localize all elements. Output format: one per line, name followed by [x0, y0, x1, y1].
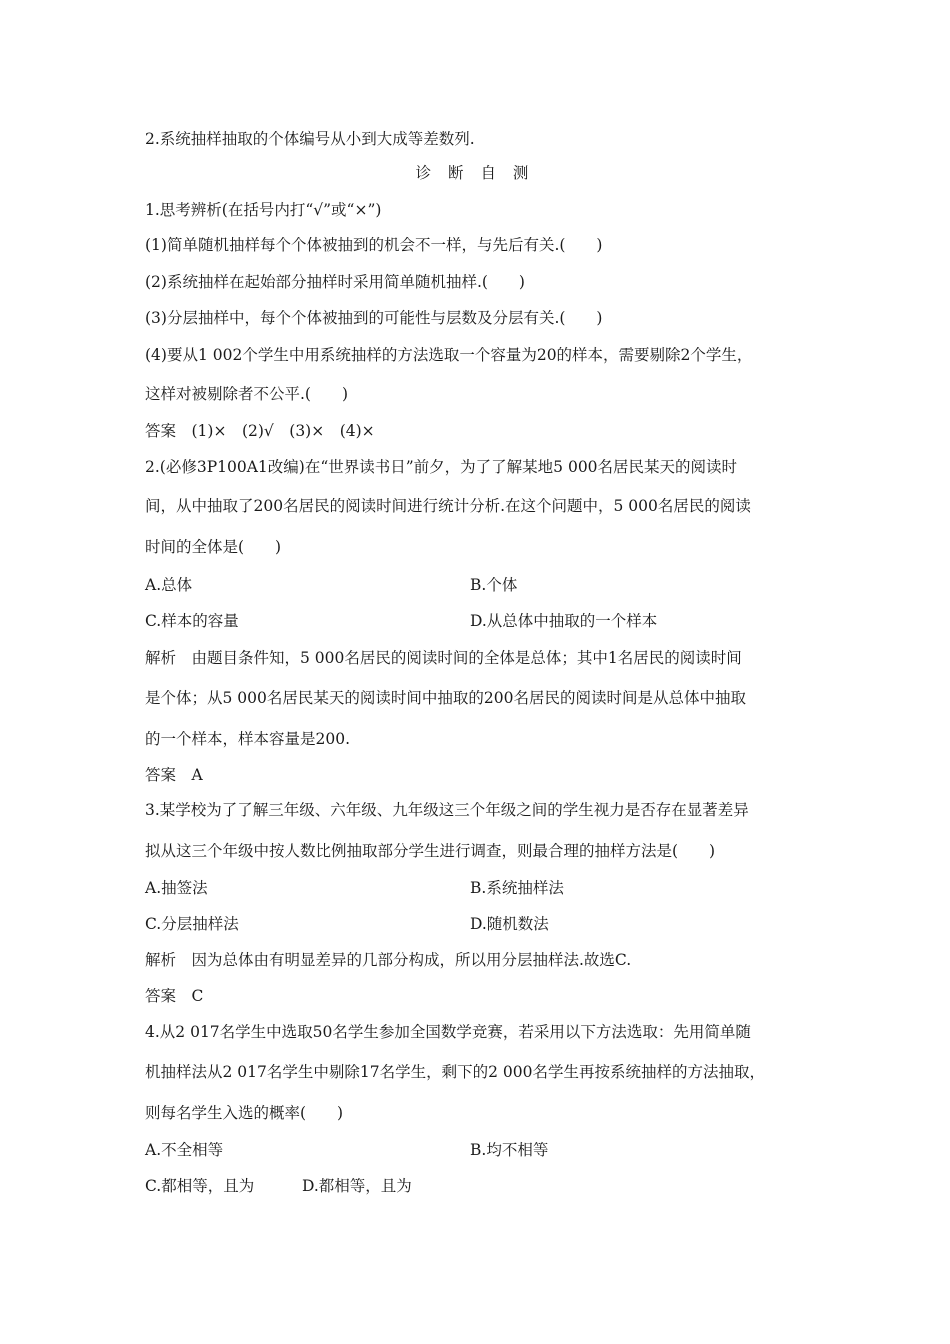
- q2-option-d: D.从总体中抽取的一个样本: [470, 612, 658, 630]
- q3-option-c: C.分层抽样法: [145, 915, 239, 933]
- q2-stem-line-2: 间，从中抽取了200名居民的阅读时间进行统计分析.在这个问题中，5 000名居民的阅读: [145, 497, 751, 515]
- q1-answer: 答案 (1)× (2)√ (3)× (4)×: [145, 422, 375, 440]
- section-title: 诊 断 自 测: [415, 164, 535, 182]
- q2-option-b: B.个体: [470, 576, 518, 594]
- q2-option-c: C.样本的容量: [145, 612, 239, 630]
- q3-option-d: D.随机数法: [470, 915, 549, 933]
- q3-stem-line-1: 3.某学校为了了解三年级、六年级、九年级这三个年级之间的学生视力是否存在显著差异: [145, 801, 749, 819]
- q3-option-b: B.系统抽样法: [470, 879, 564, 897]
- q3-stem-line-2: 拟从这三个年级中按人数比例抽取部分学生进行调查，则最合理的抽样方法是( ): [145, 842, 716, 860]
- q1-item-1: (1)简单随机抽样每个个体被抽到的机会不一样，与先后有关.( ): [145, 236, 603, 254]
- q3-answer: 答案 C: [145, 987, 204, 1005]
- q2-analysis-line-3: 的一个样本，样本容量是200.: [145, 730, 351, 748]
- q1-item-2: (2)系统抽样在起始部分抽样时采用简单随机抽样.( ): [145, 273, 525, 291]
- q2-stem-line-3: 时间的全体是( ): [145, 538, 282, 556]
- intro-point: 2.系统抽样抽取的个体编号从小到大成等差数列.: [145, 130, 475, 148]
- q1-item-4: (4)要从1 002个学生中用系统抽样的方法选取一个容量为20的样本，需要剔除2个学生，: [145, 346, 753, 364]
- q2-analysis-line-1: 解析 由题目条件知，5 000名居民的阅读时间的全体是总体；其中1名居民的阅读时间: [145, 649, 742, 667]
- q4-option-b: B.均不相等: [470, 1141, 549, 1159]
- q2-analysis-line-2: 是个体；从5 000名居民某天的阅读时间中抽取的200名居民的阅读时间是从总体中抽取: [145, 689, 746, 707]
- q4-option-d: D.都相等，且为: [302, 1177, 412, 1195]
- q4-option-a: A.不全相等: [145, 1141, 224, 1159]
- q1-item-3: (3)分层抽样中，每个个体被抽到的可能性与层数及分层有关.( ): [145, 309, 603, 327]
- q4-option-c: C.都相等，且为: [145, 1177, 255, 1195]
- q4-stem-line-3: 则每名学生入选的概率( ): [145, 1104, 344, 1122]
- q2-answer: 答案 A: [145, 766, 203, 784]
- q4-stem-line-2: 机抽样法从2 017名学生中剔除17名学生，剩下的2 000名学生再按系统抽样的方法抽取，: [145, 1063, 765, 1081]
- q3-option-a: A.抽签法: [145, 879, 208, 897]
- q3-analysis: 解析 因为总体由有明显差异的几部分构成，所以用分层抽样法.故选C.: [145, 951, 632, 969]
- q1-item-4-cont: 这样对被剔除者不公平.( ): [145, 385, 349, 403]
- q2-option-a: A.总体: [145, 576, 193, 594]
- q1-stem: 1.思考辨析(在括号内打“√”或“×”): [145, 201, 382, 219]
- q4-stem-line-1: 4.从2 017名学生中选取50名学生参加全国数学竞赛，若采用以下方法选取：先用简单随: [145, 1023, 751, 1041]
- q2-stem-line-1: 2.(必修3P100A1改编)在“世界读书日”前夕，为了了解某地5 000名居民某天的阅读时: [145, 458, 738, 476]
